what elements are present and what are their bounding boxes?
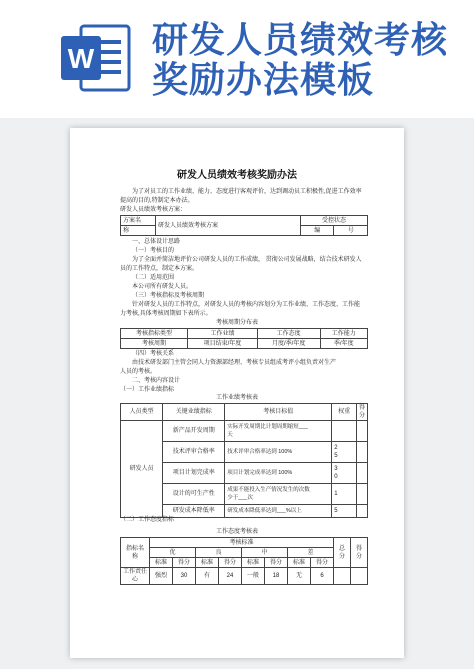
cell-line: 成果不能投入生产情况发生的次数 [227,487,310,493]
cell-line: 5 [334,453,338,459]
cell: 技术评审合格率 [163,442,225,463]
cell: 项目计划完成率 [163,463,225,484]
cell [332,484,357,505]
section-2-2: （二）工作态度指标 [120,517,175,523]
section-2-1: （一）工作业绩指标 [120,387,175,393]
document-page[interactable] [70,128,404,658]
cell-line: 0 [334,474,338,480]
cycle-table [120,328,368,349]
cell: 考核标准 [150,538,334,548]
intro-line-2: 提高的目的,特制定本办法。 [120,198,194,204]
cell: 强烈 [150,568,173,585]
cell [356,421,367,442]
cell [356,442,367,463]
cell-line: 工作责任 [123,569,148,575]
section-1-4-text-2: 人员的考核。 [120,369,157,375]
cell [332,463,357,484]
cell: 5 [332,505,357,518]
page-title [152,20,462,100]
cell-line: 天 [227,432,233,438]
cell [121,538,150,568]
cell-line: 2 [334,445,338,451]
word-icon [59,22,133,94]
cell: 优 [150,548,196,558]
cell-line: 实际开发周期比计划周期缩短___ [227,424,308,430]
cell [351,538,368,568]
cell: 季/年度 [320,339,367,349]
cell: 研发人员 [121,421,163,518]
cell [225,484,332,505]
cell: 称 [121,226,156,236]
title-banner [0,0,474,118]
title-line-2: 奖励办法模板 [152,59,375,100]
cell: 18 [265,568,288,585]
cell-line: 分 [355,553,362,560]
section-1-1-text-1: 为了全面并简洁地评价公司研发人员的工作成绩， 贯彻公司发展战略，结合技术研发人 [132,257,362,263]
cell: 项目结束/年度 [188,339,258,349]
cell-line: 称 [131,553,138,560]
cell: 得分 [311,558,334,568]
doc-title: 研发人员绩效考核奖励办法 [177,170,297,181]
perf-table [120,403,368,518]
cell: 研发成本降低率 [163,505,225,518]
perf-table-title: 工作业绩考核表 [215,395,258,401]
cell: 标准 [288,558,311,568]
cell-line: 少于___次 [227,495,253,501]
cell: 得分 [356,404,367,421]
cell-line: 1 [334,491,338,497]
cell: 得分 [219,558,242,568]
cell-line: 分 [338,553,345,560]
cell: 30 [173,568,196,585]
title-line-1: 研发人员绩效考核 [152,19,449,60]
cell [356,484,367,505]
cell-line: 得 [355,545,362,552]
att-table [120,537,368,585]
cell: 工作能力 [320,329,367,339]
cell [356,505,367,518]
cell [356,463,367,484]
cell: 研发人员绩效考核方案 [156,216,301,236]
cell: 号 [334,226,368,236]
cell: 研发成本降低率达到___%以上 [225,505,332,518]
intro-line-1: 为了对员工的工作业绩、能力、态度进行客观评价，达到调动员工积极性,促进工作效率 [132,189,362,195]
section-1: 一、总体设计思路 [132,239,181,245]
section-1-2-text: 本公司所有研发人员。 [132,284,193,290]
section-1-4-text-1: 由技术研发部门主管会同人力资源部经理、考核专员组成考评小组负责对生产 [132,360,337,366]
cell: 标准 [196,558,219,568]
section-1-1: （一）考核目的 [132,248,175,254]
att-table-title: 工作态度考核表 [215,529,258,535]
cell: 良 [196,548,242,558]
cell [332,442,357,463]
cell: 标准 [242,558,265,568]
cell: 关键业绩指标 [163,404,225,421]
section-1-3-text-1: 针对研发人员的工作特点，对研发人员的考核内容划分为工作业绩、工作态度、工作能 [132,302,361,308]
cell: 新产品开发周期 [163,421,225,442]
cell: 标准 [150,558,173,568]
section-1-2: （二）适用范围 [132,275,175,281]
cell [334,538,351,568]
cell: 无 [288,568,311,585]
cell: 项目计划完成率达到 100% [225,463,332,484]
cell: 考核周期 [121,339,188,349]
cell [332,421,357,442]
cell: 技术评审合格率达到 100% [225,442,332,463]
cell [121,568,150,585]
cell: 人员类型 [121,404,163,421]
cell: 权重 [332,404,357,421]
cell: 6 [311,568,334,585]
cell: 工作态度 [257,329,320,339]
cell: 有 [196,568,219,585]
plan-label: 研发人员绩效考核方案： [120,207,187,213]
cell: 方案名 [121,216,156,226]
plan-header-table [120,215,368,236]
cell: 中 [242,548,288,558]
svg-text:W: W [67,43,95,74]
cell: 考核指标类型 [121,329,188,339]
cell: 设计的可生产性 [163,484,225,505]
section-1-1-text-2: 员的工作特点，制定本方案。 [120,266,199,272]
cell: 一般 [242,568,265,585]
cell: 得分 [265,558,288,568]
cell [334,568,351,585]
cell-line: 心 [131,577,138,583]
cell [351,568,368,585]
cell: 编 [301,226,334,236]
cell-line: 总 [338,545,345,552]
cell [225,421,332,442]
cell: 月度/季/年度 [257,339,320,349]
cell: 考核目标值 [225,404,332,421]
cell: 受控状态 [301,216,368,226]
cell-line: 3 [334,466,338,472]
cycle-table-title: 考核周期分布表 [215,320,258,326]
section-1-3: （三）考核指标及考核周期 [132,293,205,299]
section-2: 二、考核内容设计 [132,378,181,384]
cell: 差 [288,548,334,558]
section-1-4: （四）考核关系 [132,351,175,357]
cell: 工作业绩 [188,329,258,339]
cell: 24 [219,568,242,585]
section-1-3-text-2: 力考核,具体考核周期如下表所示。 [120,311,212,317]
cell: 得分 [173,558,196,568]
cell-line: 指标名 [125,545,144,552]
